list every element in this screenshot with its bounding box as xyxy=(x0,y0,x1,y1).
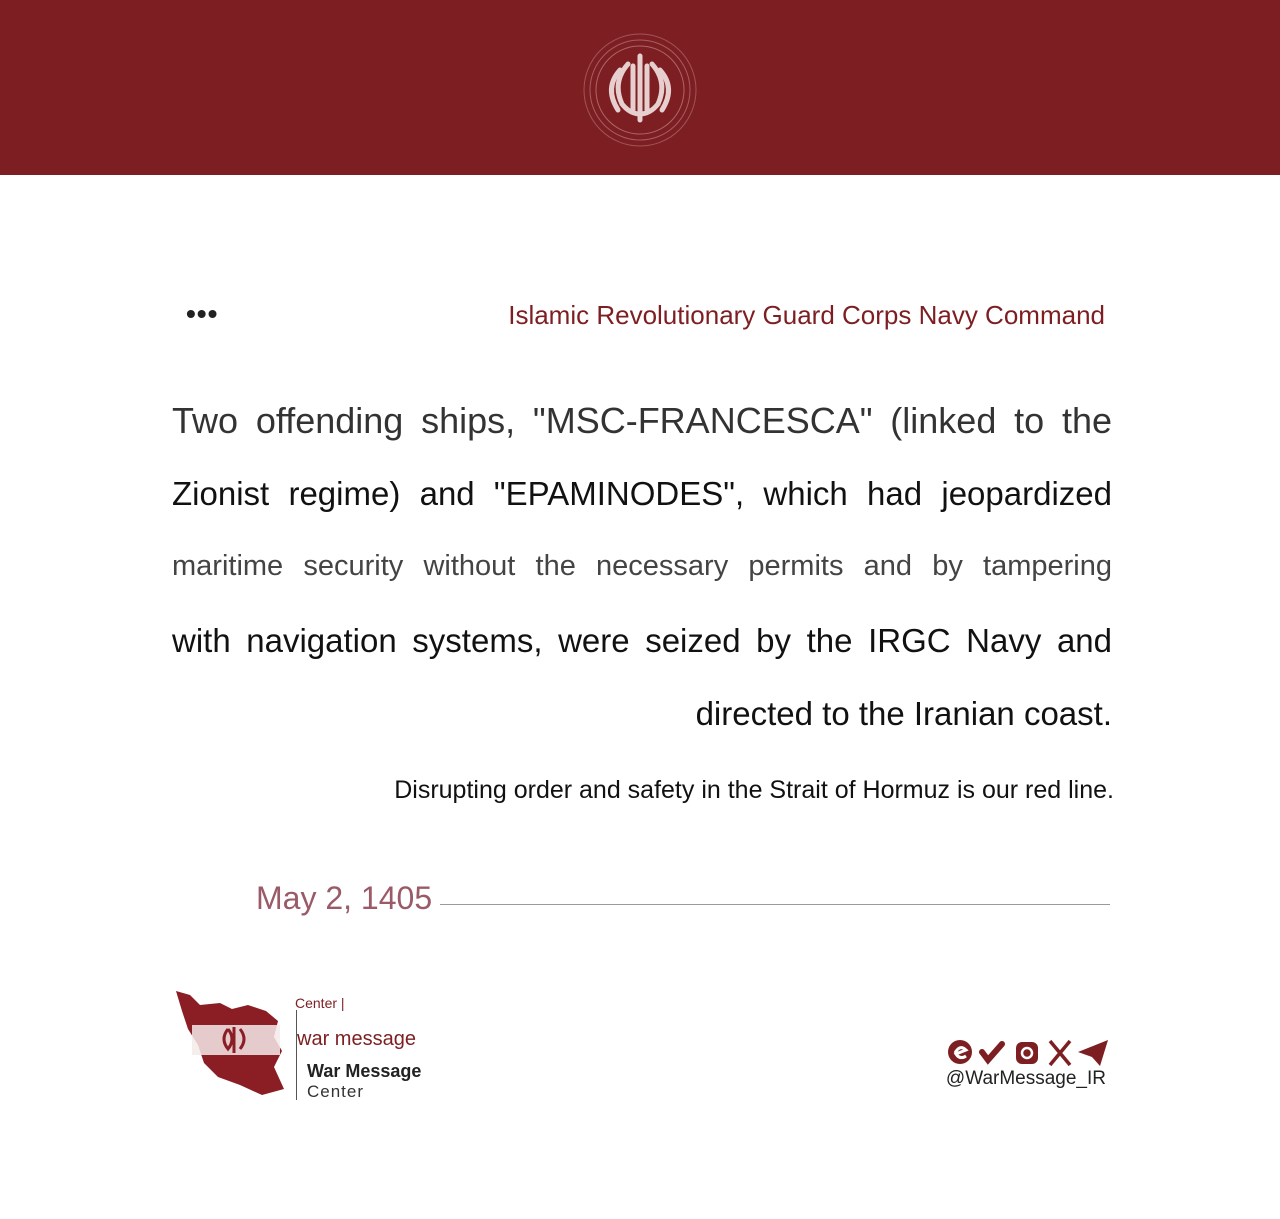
bale-icon[interactable] xyxy=(1016,1042,1038,1064)
rubika-icon[interactable] xyxy=(982,1044,1002,1060)
statement-line-2: Zionist regime) and "EPAMINODES", which had jeopardized xyxy=(172,475,1112,512)
telegram-icon[interactable] xyxy=(1078,1040,1108,1066)
brand-name-sub: Center xyxy=(307,1082,365,1101)
statement-line-5: directed to the Iranian coast. xyxy=(695,695,1112,732)
header-banner xyxy=(0,0,1280,175)
eitaa-icon[interactable] xyxy=(948,1040,972,1064)
statement-line-4: with navigation systems, were seized by the IRGC Navy and xyxy=(172,622,1112,659)
date-divider xyxy=(440,904,1110,905)
logo-center-label: Center | xyxy=(295,995,345,1011)
iran-emblem-icon xyxy=(580,30,700,150)
social-handle[interactable]: @WarMessage_IR xyxy=(945,1068,1106,1089)
red-line-statement: Disrupting order and safety in the Strait of Hormuz is our red line. xyxy=(394,776,1114,804)
social-icons xyxy=(946,1036,1110,1068)
organization-title: Islamic Revolutionary Guard Corps Navy Command xyxy=(508,300,1105,330)
more-options-icon[interactable]: ••• xyxy=(186,298,219,329)
x-icon[interactable] xyxy=(1050,1041,1070,1065)
publish-date: May 2, 1405 xyxy=(256,880,433,916)
logo-divider xyxy=(296,1010,297,1100)
brand-name: War Message xyxy=(307,1061,422,1081)
logo-war-message-label: war message xyxy=(297,1028,416,1050)
statement-line-1: Two offending ships, "MSC-FRANCESCA" (linked to the xyxy=(172,400,1112,441)
statement-line-3: maritime security without the necessary permits and by tampering xyxy=(172,550,1112,582)
